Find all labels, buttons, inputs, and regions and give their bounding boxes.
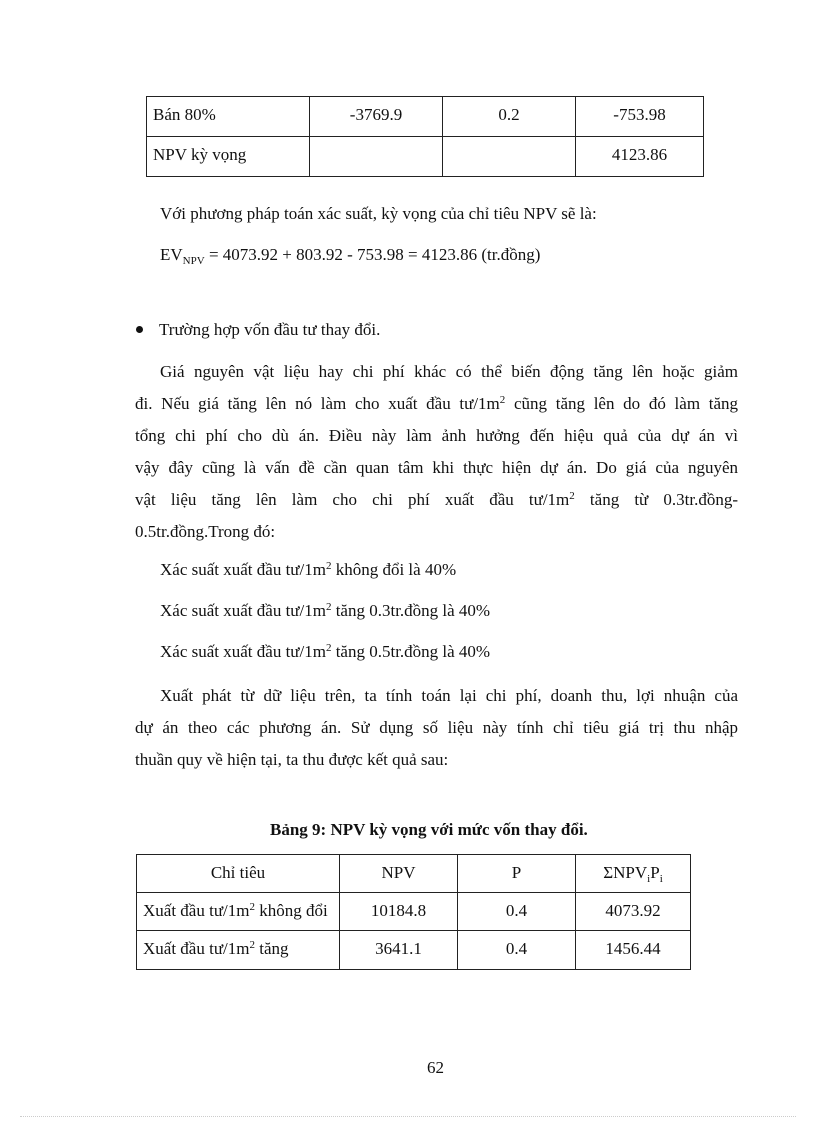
superscript: 2 bbox=[569, 490, 575, 502]
table-cell: -3769.9 bbox=[310, 97, 443, 137]
table-cell: 3641.1 bbox=[340, 931, 458, 969]
bullet-item bbox=[136, 320, 380, 340]
paragraph-line bbox=[135, 484, 738, 516]
paragraph-2 bbox=[135, 680, 738, 776]
text-run: cũng tăng lên do đó làm tăng bbox=[505, 394, 739, 413]
paragraph-line: vậy đây cũng là vấn đề cần quan tâm khi thực hiện dự án. Do giá của nguyên bbox=[135, 458, 738, 477]
text-run: Xác suất xuất đầu tư/1m bbox=[160, 601, 326, 620]
text-run: Xác suất xuất đầu tư/1m bbox=[160, 560, 326, 579]
page-bottom-divider bbox=[20, 1115, 796, 1117]
table-row bbox=[147, 137, 704, 177]
table-row bbox=[137, 931, 691, 969]
text-run: tăng 0.3tr.đồng là 40% bbox=[331, 601, 491, 620]
text-run: vật liệu tăng lên làm cho chi phí xuất đầu tư/1m bbox=[135, 490, 570, 509]
expected-npv-table-continued bbox=[146, 96, 704, 177]
superscript: 2 bbox=[325, 601, 332, 613]
npv-capital-change-table bbox=[136, 854, 691, 970]
row-label bbox=[137, 893, 340, 931]
bullet-dot-icon bbox=[136, 326, 143, 333]
table-row bbox=[147, 97, 704, 137]
intro-sentence: Với phương pháp toán xác suất, kỳ vọng của chỉ tiêu NPV sẽ là: bbox=[160, 204, 597, 223]
probability-line-1 bbox=[160, 560, 456, 580]
text-run: tăng 0.5tr.đồng là 40% bbox=[331, 642, 491, 661]
paragraph-line: thuần quy về hiện tại, ta thu được kết quả sau: bbox=[135, 750, 449, 769]
probability-line-3 bbox=[160, 642, 490, 662]
ev-subscript: NPV bbox=[182, 255, 205, 267]
superscript: 2 bbox=[325, 642, 332, 654]
column-header: P bbox=[458, 855, 576, 893]
paragraph-line: 0.5tr.đồng.Trong đó: bbox=[135, 522, 276, 541]
text-run: ΣNPV bbox=[603, 863, 648, 882]
text-run: tăng bbox=[254, 939, 289, 959]
superscript: 2 bbox=[499, 394, 506, 406]
table-cell: 10184.8 bbox=[340, 893, 458, 931]
table-row bbox=[137, 893, 691, 931]
superscript: 2 bbox=[249, 901, 255, 914]
column-header bbox=[576, 855, 691, 893]
superscript: 2 bbox=[325, 560, 332, 572]
ev-formula bbox=[160, 245, 540, 265]
subscript: i bbox=[647, 873, 651, 885]
page-number: 62 bbox=[427, 1058, 444, 1077]
table-title: Bảng 9: NPV kỳ vọng với mức vốn thay đổi. bbox=[270, 820, 588, 839]
text-run: tăng từ 0.3tr.đồng- bbox=[574, 490, 738, 509]
table-cell bbox=[310, 137, 443, 177]
table-cell: 0.4 bbox=[458, 931, 576, 969]
table-cell: -753.98 bbox=[576, 97, 704, 137]
subscript: i bbox=[659, 873, 663, 885]
paragraph-line bbox=[135, 388, 738, 420]
text-run: Xuất đầu tư/1m bbox=[143, 939, 250, 959]
ev-prefix: EV bbox=[160, 245, 183, 264]
paragraph-line: dự án theo các phương án. Sử dụng số liệu này tính chỉ tiêu giá trị thu nhập bbox=[135, 718, 738, 737]
table-cell: 1456.44 bbox=[576, 931, 691, 969]
table-cell: 0.2 bbox=[443, 97, 576, 137]
column-header: NPV bbox=[340, 855, 458, 893]
paragraph-1 bbox=[135, 356, 738, 548]
table-cell: 4123.86 bbox=[576, 137, 704, 177]
text-run: Xác suất xuất đầu tư/1m bbox=[160, 642, 326, 661]
column-header: Chỉ tiêu bbox=[137, 855, 340, 893]
paragraph-line: Giá nguyên vật liệu hay chi phí khác có thể biến động tăng lên hoặc giảm bbox=[160, 362, 738, 381]
ev-expression: = 4073.92 + 803.92 - 753.98 = 4123.86 (tr.đồng) bbox=[204, 245, 541, 264]
table-header-row bbox=[137, 855, 691, 893]
text-run: P bbox=[650, 863, 660, 882]
paragraph-line: tổng chi phí cho dù án. Điều này làm ảnh hưởng đến hiệu quả của dự án vì bbox=[135, 426, 738, 445]
bullet-text: Trường hợp vốn đầu tư thay đổi. bbox=[159, 320, 381, 339]
text-run: đi. Nếu giá tăng lên nó làm cho xuất đầu tư/1m bbox=[135, 394, 500, 413]
text-run: không đổi là 40% bbox=[331, 560, 457, 579]
table-cell bbox=[443, 137, 576, 177]
text-run: Xuất đầu tư/1m bbox=[143, 901, 250, 921]
paragraph-line: Xuất phát từ dữ liệu trên, ta tính toán lại chi phí, doanh thu, lợi nhuận của bbox=[160, 686, 738, 705]
superscript: 2 bbox=[249, 939, 255, 952]
table-cell: 4073.92 bbox=[576, 893, 691, 931]
table-cell: NPV kỳ vọng bbox=[147, 137, 310, 177]
row-label bbox=[137, 931, 340, 969]
text-run: không đổi bbox=[254, 901, 328, 921]
probability-line-2 bbox=[160, 601, 490, 621]
table-cell: Bán 80% bbox=[147, 97, 310, 137]
table-cell: 0.4 bbox=[458, 893, 576, 931]
